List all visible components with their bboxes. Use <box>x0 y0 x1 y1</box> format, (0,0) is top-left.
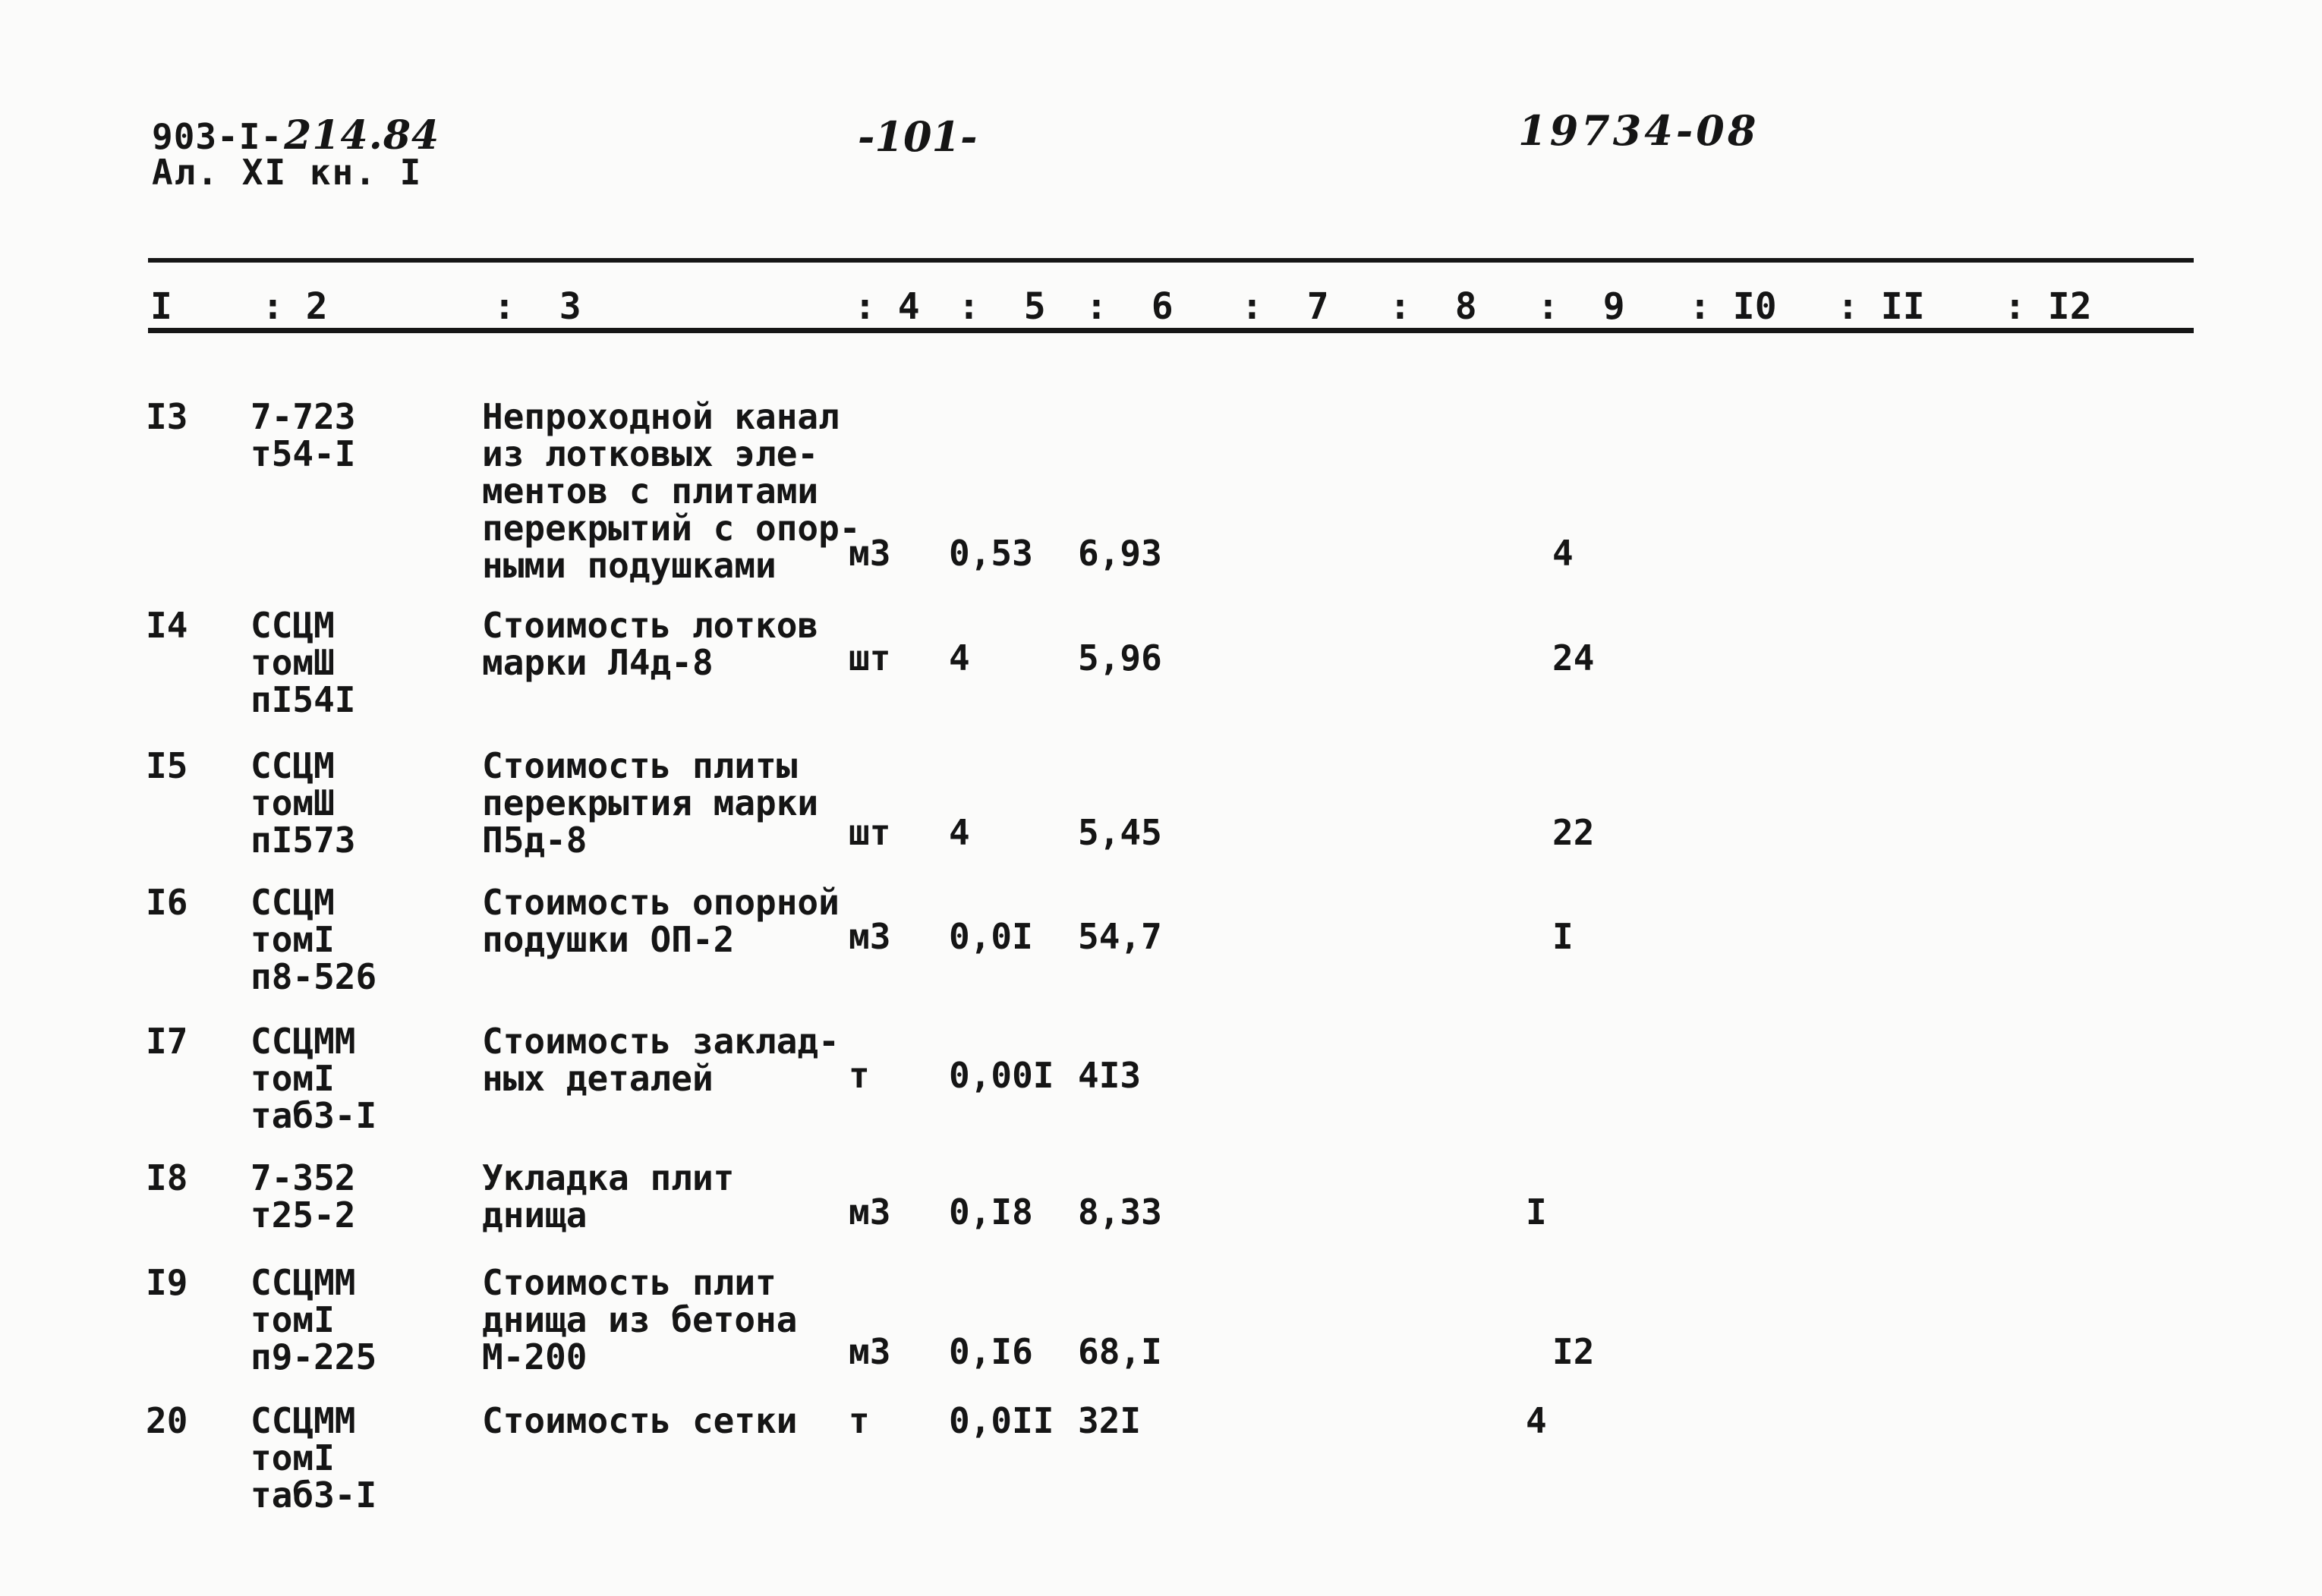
row-quantity: 0,0I <box>949 916 1033 957</box>
column-header: : 5 <box>958 285 1046 328</box>
column-header: : I0 <box>1689 285 1777 328</box>
row-number: I3 <box>146 396 188 437</box>
row-total: 4 <box>1526 1400 1547 1441</box>
row-reference: ССЦМ томШ пI573 <box>250 745 356 861</box>
row-total: 4 <box>1552 533 1574 574</box>
row-description: Стоимость плит днища из бетона М-200 <box>482 1262 798 1377</box>
row-price: 8,33 <box>1078 1191 1162 1232</box>
row-price: 5,45 <box>1078 812 1162 853</box>
row-unit: м3 <box>849 916 891 957</box>
row-quantity: 0,0II <box>949 1400 1054 1441</box>
column-header: : 9 <box>1537 285 1625 328</box>
row-unit: шт <box>849 812 891 853</box>
row-unit: шт <box>849 637 891 678</box>
header-rule <box>148 328 2194 333</box>
row-price: 5,96 <box>1078 637 1162 678</box>
row-unit: т <box>849 1055 870 1096</box>
row-unit: м3 <box>849 1331 891 1372</box>
document-number: 19734-08 <box>1518 106 1760 155</box>
row-description: Стоимость опорной подушки ОП-2 <box>482 882 840 960</box>
row-total: I2 <box>1552 1331 1595 1372</box>
row-reference: ССЦММ томI таб3-I <box>250 1021 377 1136</box>
row-number: 20 <box>146 1400 188 1441</box>
column-header: I <box>150 285 172 328</box>
row-reference: ССЦММ томI п9-225 <box>250 1262 377 1377</box>
row-reference: ССЦМ томШ пI54I <box>250 605 356 720</box>
row-unit: т <box>849 1400 870 1441</box>
column-header: : I2 <box>2004 285 2092 328</box>
row-description: Непроходной канал из лотковых эле- ментов с плитами перекрытий с опор- ными подушками <box>482 396 861 586</box>
row-reference: ССЦММ томI таб3-I <box>250 1400 377 1516</box>
row-description: Стоимость заклад- ных деталей <box>482 1021 840 1099</box>
column-header: : 8 <box>1389 285 1477 328</box>
row-description: Стоимость плиты перекрытия марки П5д-8 <box>482 745 819 861</box>
row-price: 32I <box>1078 1400 1142 1441</box>
row-quantity: 0,53 <box>949 533 1033 574</box>
column-header: : 7 <box>1241 285 1329 328</box>
row-price: 54,7 <box>1078 916 1162 957</box>
row-number: I8 <box>146 1157 188 1198</box>
row-quantity: 0,I8 <box>949 1191 1033 1232</box>
row-price: 6,93 <box>1078 533 1162 574</box>
column-header: : 4 <box>854 285 920 328</box>
row-quantity: 0,00I <box>949 1055 1054 1096</box>
project-code-prefix: 903-I- <box>152 116 283 157</box>
row-unit: м3 <box>849 1191 891 1232</box>
volume-label: Ал. XI кн. I <box>152 152 423 193</box>
row-description: Стоимость сетки <box>482 1400 798 1441</box>
column-header: : II <box>1837 285 1925 328</box>
row-reference: 7-723 т54-I <box>250 396 356 474</box>
page-number: -101- <box>858 112 978 161</box>
row-total: 24 <box>1552 637 1595 678</box>
row-price: 4I3 <box>1078 1055 1142 1096</box>
row-number: I9 <box>146 1262 188 1303</box>
row-number: I7 <box>146 1021 188 1062</box>
row-quantity: 0,I6 <box>949 1331 1033 1372</box>
row-total: 22 <box>1552 812 1595 853</box>
row-total: I <box>1552 916 1574 957</box>
row-number: I6 <box>146 882 188 923</box>
row-number: I5 <box>146 745 188 786</box>
row-unit: м3 <box>849 533 891 574</box>
column-header: : 6 <box>1085 285 1174 328</box>
column-header: : 3 <box>493 285 581 328</box>
row-description: Стоимость лотков марки Л4д-8 <box>482 605 819 683</box>
row-quantity: 4 <box>949 637 970 678</box>
row-number: I4 <box>146 605 188 646</box>
row-reference: 7-352 т25-2 <box>250 1157 356 1236</box>
row-total: I <box>1526 1191 1547 1232</box>
row-description: Укладка плит днища <box>482 1157 735 1236</box>
row-price: 68,I <box>1078 1331 1162 1372</box>
project-code-handwritten: 214.84 <box>284 112 440 159</box>
column-header: : 2 <box>262 285 328 328</box>
top-rule <box>148 258 2194 263</box>
row-quantity: 4 <box>949 812 970 853</box>
row-reference: ССЦМ томI п8-526 <box>250 882 377 997</box>
